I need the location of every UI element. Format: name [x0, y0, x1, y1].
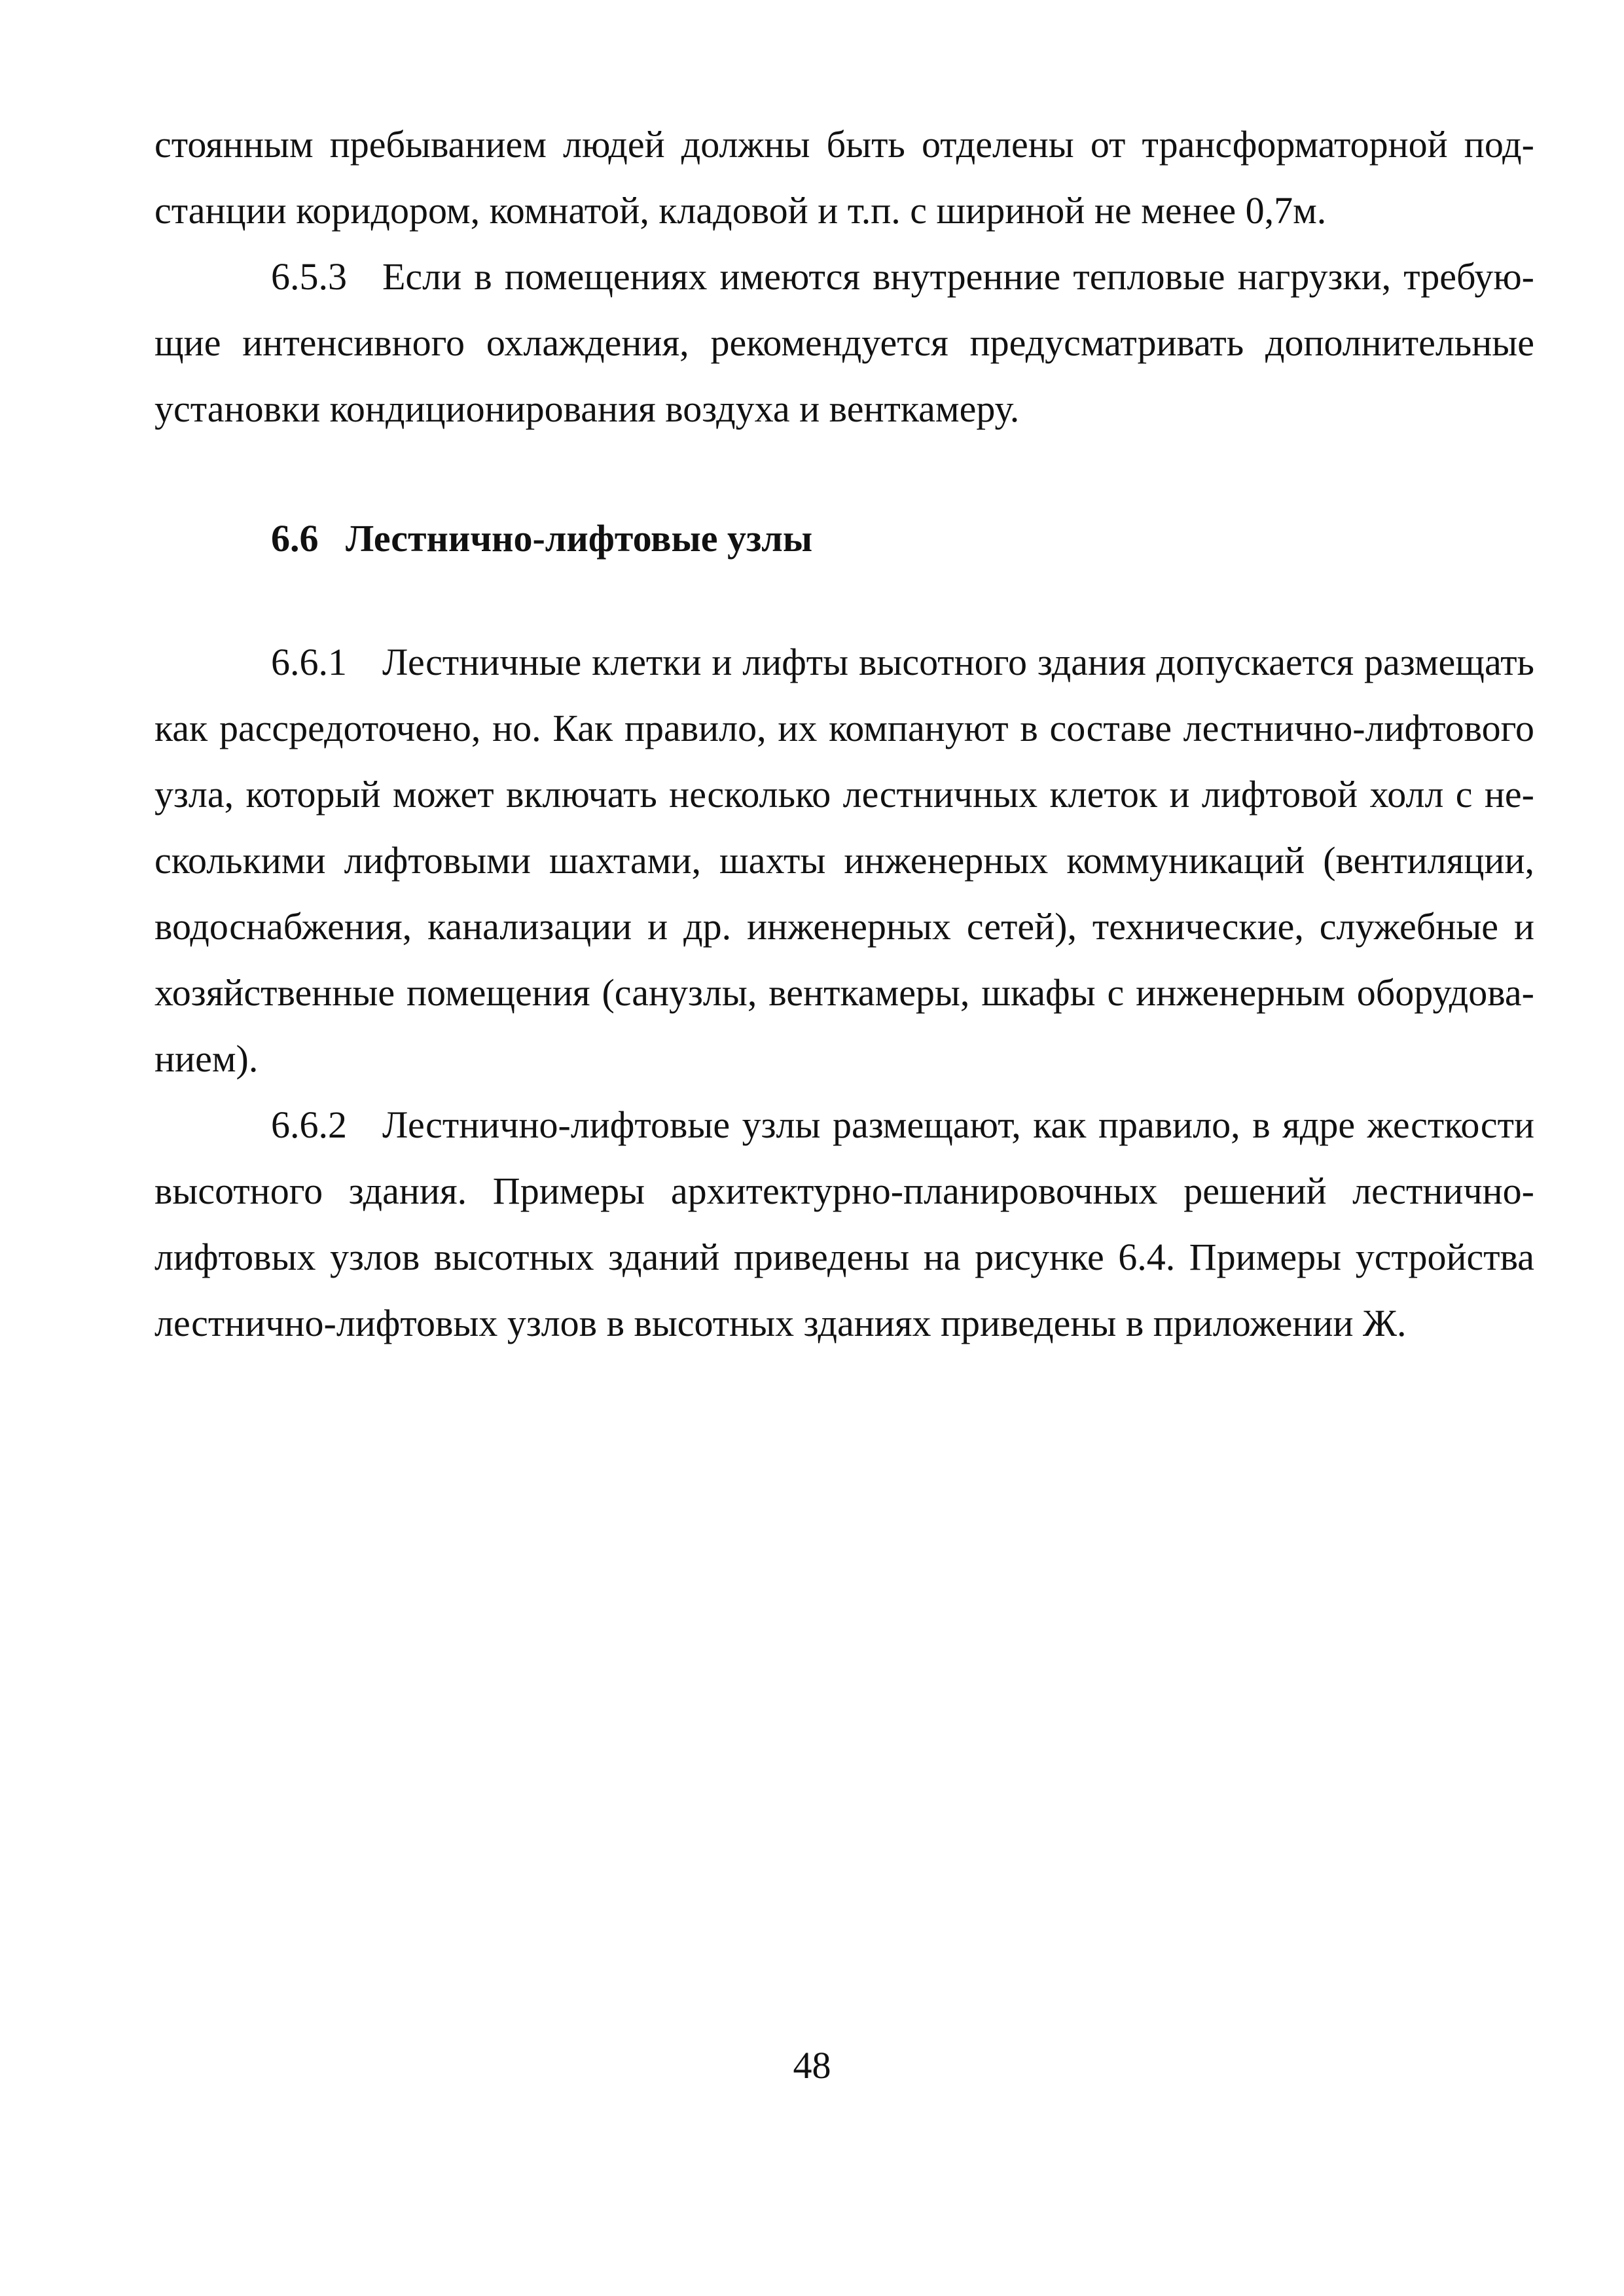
paragraph-6-6-1: [154, 629, 1534, 1092]
clause-text: Лестнично-лифтовые узлы размещают, как правило, в ядре жесткости: [382, 1103, 1534, 1146]
text-line: водоснабжения, канализации и др. инженерных сетей), технические, служебные и: [154, 905, 1534, 948]
paragraph-continued: [154, 111, 1534, 243]
text-line: установки кондиционирования воздуха и венткамеру.: [154, 387, 1020, 430]
page-number: 48: [793, 2044, 831, 2087]
text-line: лифтовых узлов высотных зданий приведены на рисунке 6.4. Примеры устройства: [154, 1236, 1534, 1278]
clause-text: Лестничные клетки и лифты высотного здания допускается размещать: [382, 641, 1534, 683]
text-line: [154, 1092, 1534, 1158]
text-line: как рассредоточено, но. Как правило, их компануют в составе лестнично-лифтового: [154, 707, 1534, 749]
text-line: узла, который может включать несколько лестничных клеток и лифтовой холл с не-: [154, 773, 1534, 816]
text-line: стоянным пребыванием людей должны быть отделены от трансформаторной под-: [154, 123, 1534, 166]
text-line: [154, 629, 1534, 695]
section-number: 6.6: [271, 517, 319, 560]
text-line: хозяйственные помещения (санузлы, венткамеры, шкафы с инженерным оборудова-: [154, 971, 1534, 1014]
section-title: Лестнично-лифтовые узлы: [346, 517, 813, 560]
text-line: высотного здания. Примеры архитектурно-планировочных решений лестнично-: [154, 1170, 1534, 1212]
text-line: сколькими лифтовыми шахтами, шахты инженерных коммуникаций (вентиляции,: [154, 839, 1534, 882]
section-heading: [154, 505, 1534, 571]
text-line: станции коридором, комнатой, кладовой и т.п. с шириной не менее 0,7м.: [154, 189, 1327, 232]
clause-number: 6.5.3: [271, 255, 347, 298]
clause-number: 6.6.1: [271, 641, 347, 683]
clause-text: Если в помещениях имеются внутренние тепловые нагрузки, требую-: [382, 255, 1534, 298]
text-line: нием).: [154, 1037, 259, 1080]
paragraph-6-6-2: [154, 1092, 1534, 1356]
text-line: щие интенсивного охлаждения, рекомендуется предусматривать дополнительные: [154, 321, 1534, 364]
clause-number: 6.6.2: [271, 1103, 347, 1146]
document-body: [154, 111, 1534, 1356]
paragraph-6-5-3: [154, 243, 1534, 442]
text-line: [154, 243, 1534, 310]
text-line: лестнично-лифтовых узлов в высотных зданиях приведены в приложении Ж.: [154, 1302, 1407, 1344]
